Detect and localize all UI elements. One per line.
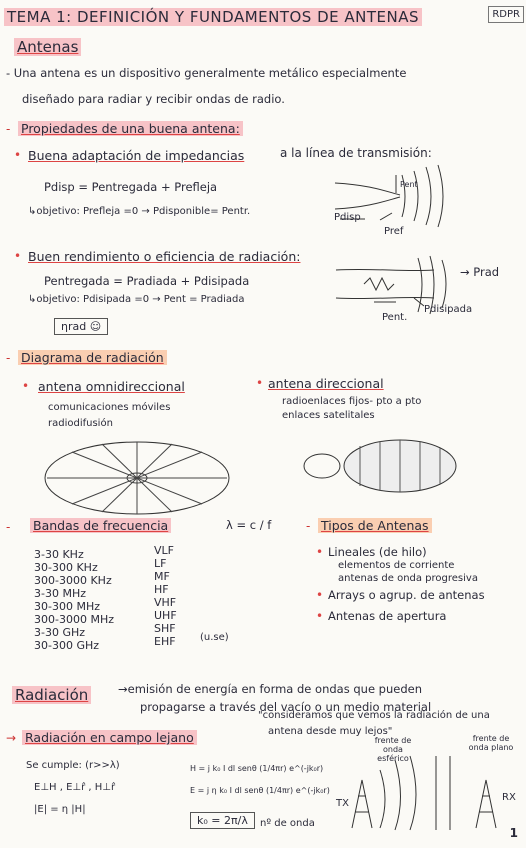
lbl-pdisip: Pdisipada [424,304,473,315]
band-range: 30-300 GHz [34,639,100,652]
antenas-def-line2: diseñado para radiar y recibir ondas de radio. [22,92,285,106]
band-range: 300-3000 KHz [34,574,112,587]
se-cumple: Se cumple: (r>>λ) [26,760,120,771]
band-range: 3-30 MHz [34,587,86,600]
tx-label: TX [336,798,349,809]
omni-pattern-sketch [42,440,232,518]
direc-item-2: enlaces satelitales [282,410,375,421]
lbl-pref: Pref [384,226,404,237]
band-range: 3-30 KHz [34,548,84,561]
omni-item-1: comunicaciones móviles [48,402,171,413]
antenas-heading: Antenas [14,38,81,56]
arrow-marker: → [6,731,17,745]
adaptacion-title-tail: a la línea de transmisión: [280,146,432,160]
bullet-icon: • [316,588,324,602]
lambda-formula: λ = c / f [226,518,272,532]
k0-box: k₀ = 2π/λ [190,812,255,829]
band-name: SHF [154,622,176,635]
band-name: VHF [154,596,177,609]
page-title: TEMA 1: DEFINICIÓN Y FUNDAMENTOS DE ANTENAS [4,8,422,26]
frente-plano-label: frente de onda plano [468,734,514,752]
tipos-lineales-sub-2: antenas de onda progresiva [338,573,478,584]
band-range: 30-300 KHz [34,561,98,574]
modulus-relation: |E| = η |H| [34,804,86,815]
dash-marker: - [6,351,11,365]
antenas-def-line1: - Una antena es un dispositivo generalmente metálico especialmente [6,66,407,80]
eq-h-field: H = j k₀ I dl senθ (1/4πr) e^(-jk₀r) [190,764,324,773]
band-name: HF [154,583,169,596]
tipos-lineales-sub-1: elementos de corriente [338,560,455,571]
lbl-pent-1: Pent [400,180,418,189]
page-tag: RDPR [488,6,524,23]
lbl-pent-2: Pent. [382,312,408,323]
dash-marker: - [6,122,11,136]
campo-lejano-heading: Radiación en campo lejano [22,730,197,745]
bracket-note: (u.se) [200,632,229,643]
dash-marker: - [306,519,311,533]
bullet-icon: • [14,249,22,263]
adaptacion-objetivo: ↳objetivo: Prefleja =0 → Pdisponible= Pentr. [28,206,251,217]
eta-rad-box: ηrad ☺ [54,318,108,335]
radiacion-heading: Radiación [12,686,91,704]
bullet-icon: • [14,148,22,162]
diagrama-heading: Diagrama de radiación [18,350,167,365]
adaptacion-eq: Pdisp = Pentregada + Prefleja [44,180,218,194]
omni-title: antena omnidireccional [38,379,185,394]
tipos-heading: Tipos de Antenas [318,518,432,533]
propiedades-heading: Propiedades de una buena antena: [18,121,243,136]
bullet-icon: • [316,545,324,559]
band-range: 3-30 GHz [34,626,86,639]
adaptacion-title: Buena adaptación de impedancias [28,148,245,163]
bullet-icon: • [22,379,30,393]
perpendicularity: E⊥H , E⊥r̂ , H⊥r̂ [34,782,116,793]
campo-lejano-note-2: antena desde muy lejos" [268,726,393,737]
page-number: 1 [509,826,518,840]
band-range: 300-3000 MHz [34,613,114,626]
lbl-pdisp: Pdisp [334,212,361,223]
adaptacion-sketch [330,165,460,235]
omni-item-2: radiodifusión [48,418,113,429]
direc-pattern-sketch [300,438,460,498]
tipos-lineales: Lineales (de hilo) [328,545,427,559]
frente-esferico-label: frente de onda esférico [374,736,412,763]
tipos-arrays: Arrays o agrup. de antenas [328,588,485,602]
band-name: UHF [154,609,177,622]
radiacion-def-2: propagarse a través del vacío o un medio material [140,700,432,714]
rendimiento-title: Buen rendimiento o eficiencia de radiación: [28,249,301,264]
bandas-heading: Bandas de frecuencia [30,518,171,533]
band-name: EHF [154,635,176,648]
band-name: LF [154,557,167,570]
rendimiento-objetivo: ↳objetivo: Pdisipada =0 → Pent = Pradiada [28,294,245,305]
bullet-icon: • [316,609,324,623]
direc-title: antena direccional [268,376,384,391]
band-name: VLF [154,544,174,557]
tipos-apertura: Antenas de apertura [328,609,447,623]
campo-lejano-note-1: "consideramos que vemos la radiación de una [258,710,490,721]
bullet-icon: • [256,376,264,390]
lbl-prad: → Prad [460,265,500,279]
dash-marker: - [6,520,11,534]
eq-e-field: E = j η k₀ I dl senθ (1/4πr) e^(-jk₀r) [190,786,330,795]
direc-item-1: radioenlaces fijos- pto a pto [282,396,422,407]
k0-note: nº de onda [260,818,315,829]
band-name: MF [154,570,170,583]
rendimiento-eq: Pentregada = Pradiada + Pdisipada [44,274,250,288]
rx-label: RX [502,792,516,803]
radiacion-def-1: →emisión de energía en forma de ondas que pueden [118,682,422,696]
band-range: 30-300 MHz [34,600,100,613]
